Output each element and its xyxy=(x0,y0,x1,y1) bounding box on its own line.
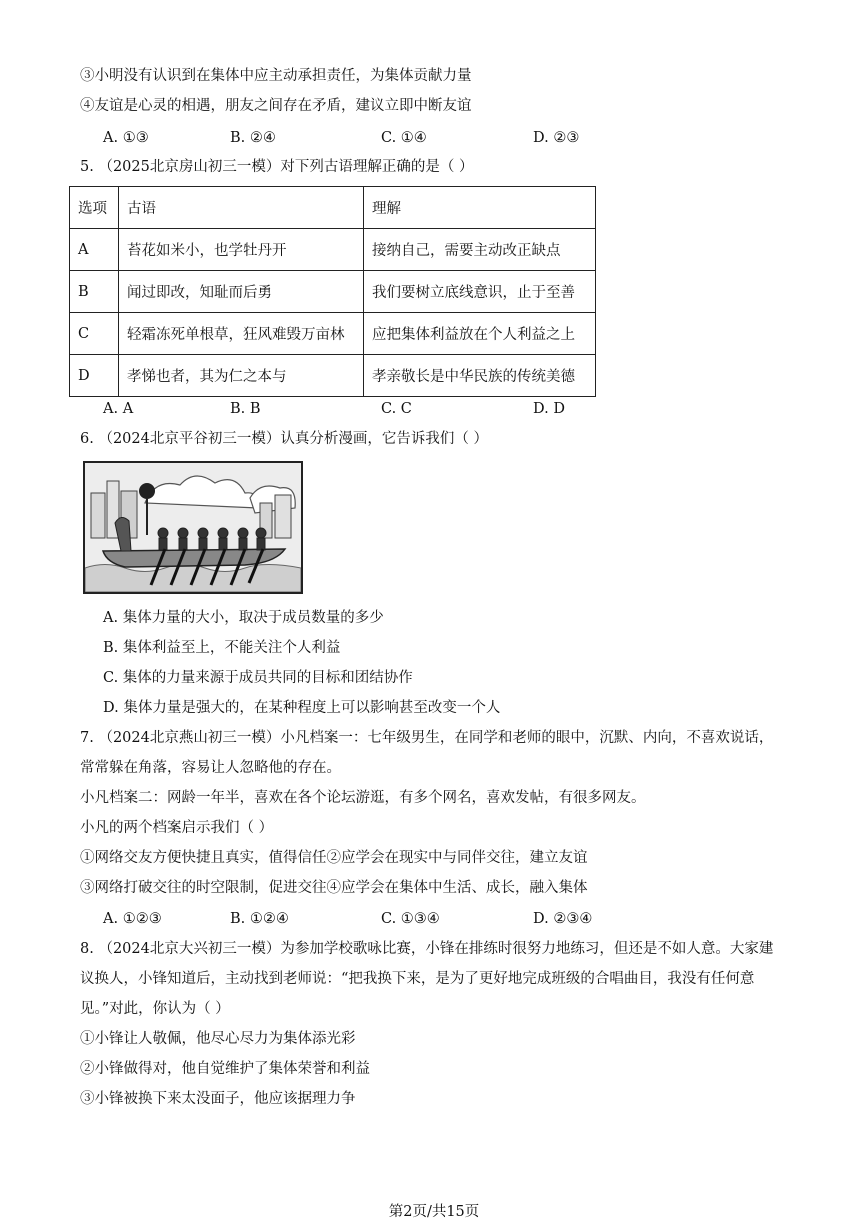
table-cell: B xyxy=(70,271,119,313)
q7-option-c: C. ①③④ xyxy=(381,911,440,927)
q5-option-c: C. C xyxy=(381,401,412,417)
q8-item-2: ②小锋做得对，他自觉维护了集体荣誉和利益 xyxy=(80,1061,370,1077)
table-cell: 孝亲敬长是中华民族的传统美德 xyxy=(364,355,596,397)
q7-items-3-4: ③网络打破交往的时空限制，促进交往④应学会在集体中生活、成长，融入集体 xyxy=(80,880,588,896)
page-number-footer: 第2页/共15页 xyxy=(388,1204,480,1220)
q8-stem-line-2: 议换人，小锋知道后，主动找到老师说：“把我换下来，是为了更好地完成班级的合唱曲目，我没有任何意 xyxy=(80,971,755,987)
table-row xyxy=(70,355,596,397)
q4-option-d: D. ②③ xyxy=(533,130,580,146)
q6-stem: 6. （2024北京平谷初三一模）认真分析漫画，它告诉我们（ ） xyxy=(80,431,488,447)
q8-item-3: ③小锋被换下来太没面子，他应该据理力争 xyxy=(80,1091,356,1107)
table-cell: 理解 xyxy=(364,187,596,229)
table-cell: 闻过即改，知耻而后勇 xyxy=(119,271,364,313)
table-cell: 孝悌也者，其为仁之本与 xyxy=(119,355,364,397)
q7-stem-line-3: 小凡档案二：网龄一年半，喜欢在各个论坛游逛，有多个网名，喜欢发帖，有很多网友。 xyxy=(80,790,646,806)
dragon-boat-cartoon xyxy=(83,461,303,594)
table-cell: 接纳自己，需要主动改正缺点 xyxy=(364,229,596,271)
q4-item-3: ③小明没有认识到在集体中应主动承担责任，为集体贡献力量 xyxy=(80,68,472,84)
table-cell: 苔花如米小，也学牡丹开 xyxy=(119,229,364,271)
q8-item-1: ①小锋让人敬佩，他尽心尽力为集体添光彩 xyxy=(80,1031,356,1047)
q6-option-a: A. 集体力量的大小，取决于成员数量的多少 xyxy=(103,610,384,626)
q7-option-d: D. ②③④ xyxy=(533,911,593,927)
q4-option-a: A. ①③ xyxy=(103,130,149,146)
q5-option-b: B. B xyxy=(230,401,261,417)
q7-stem-line-4: 小凡的两个档案启示我们（ ） xyxy=(80,820,274,836)
q7-option-b: B. ①②④ xyxy=(230,911,289,927)
table-cell: 选项 xyxy=(70,187,119,229)
q5-stem: 5. （2025北京房山初三一模）对下列古语理解正确的是（ ） xyxy=(80,159,474,175)
table-cell: D xyxy=(70,355,119,397)
q7-option-a: A. ①②③ xyxy=(103,911,162,927)
table-cell: 轻霜冻死单根草，狂风难毁万亩林 xyxy=(119,313,364,355)
table-cell: 应把集体利益放在个人利益之上 xyxy=(364,313,596,355)
q6-option-c: C. 集体的力量来源于成员共同的目标和团结协作 xyxy=(103,670,413,686)
table-row xyxy=(70,229,596,271)
q4-option-c: C. ①④ xyxy=(381,130,427,146)
table-cell: C xyxy=(70,313,119,355)
table-row xyxy=(70,313,596,355)
table-header-row xyxy=(70,187,596,229)
dragon-boat-illustration xyxy=(85,463,301,592)
q7-stem-line-1: 7. （2024北京燕山初三一模）小凡档案一：七年级男生，在同学和老师的眼中，沉默、内向，不喜欢说话， xyxy=(80,730,774,746)
table-cell: 古语 xyxy=(119,187,364,229)
q8-stem-line-3: 见。”对此，你认为（ ） xyxy=(80,1001,230,1017)
q4-item-4: ④友谊是心灵的相遇，朋友之间存在矛盾，建议立即中断友谊 xyxy=(80,98,472,114)
table-row xyxy=(70,271,596,313)
q5-table xyxy=(69,186,596,397)
q6-option-d: D. 集体力量是强大的，在某种程度上可以影响甚至改变一个人 xyxy=(103,700,501,716)
q4-option-b: B. ②④ xyxy=(230,130,276,146)
q5-option-d: D. D xyxy=(533,401,565,417)
table-cell: A xyxy=(70,229,119,271)
q7-stem-line-2: 常常躲在角落，容易让人忽略他的存在。 xyxy=(80,760,341,776)
q6-option-b: B. 集体利益至上，不能关注个人利益 xyxy=(103,640,341,656)
q8-stem-line-1: 8. （2024北京大兴初三一模）为参加学校歌咏比赛，小锋在排练时很努力地练习，但还是不如人意。大家建 xyxy=(80,941,774,957)
q7-items-1-2: ①网络交友方便快捷且真实，值得信任②应学会在现实中与同伴交往，建立友谊 xyxy=(80,850,588,866)
table-cell: 我们要树立底线意识，止于至善 xyxy=(364,271,596,313)
q5-option-a: A. A xyxy=(103,401,134,417)
